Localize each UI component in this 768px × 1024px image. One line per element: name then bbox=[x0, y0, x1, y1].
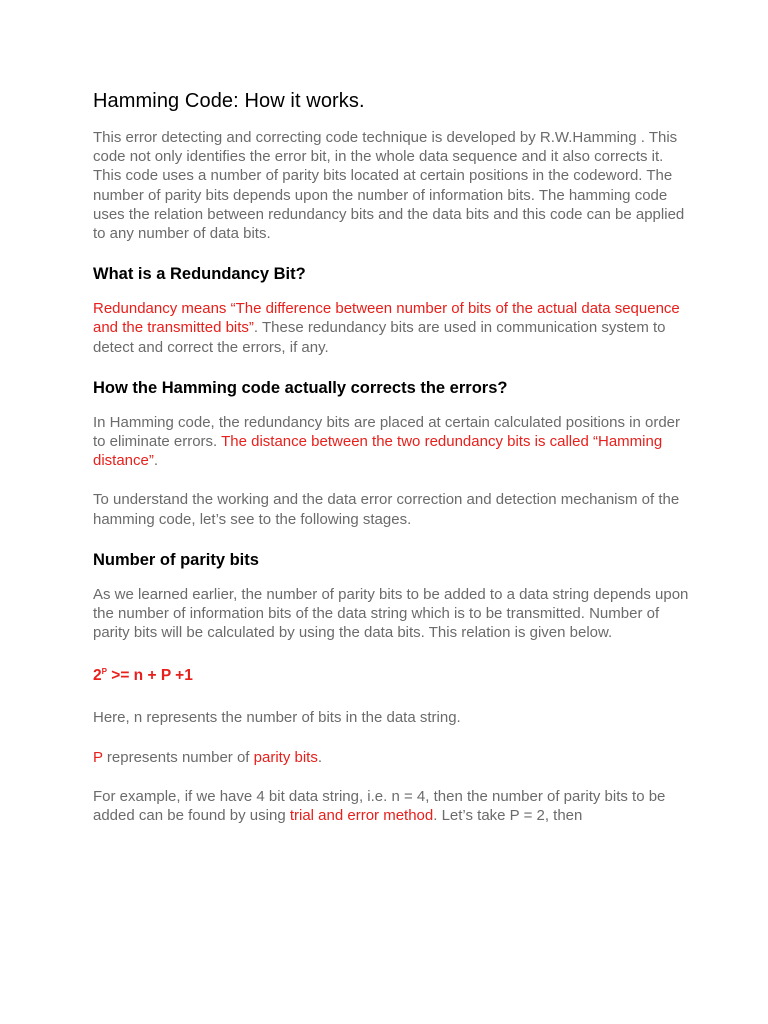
redundancy-definition: Redundancy means “The difference between number of bits of the actual data sequence and the transmitted bits” bbox=[93, 300, 680, 337]
hamming-distance-definition: The distance between the two redundancy bits is called “Hamming distance” bbox=[93, 433, 663, 470]
corrects-paragraph-1 bbox=[93, 413, 693, 471]
parity-heading: Number of parity bits bbox=[93, 550, 259, 569]
trial-error-term: trial and error method bbox=[289, 807, 434, 825]
parity-bits-term: parity bits bbox=[253, 748, 318, 766]
intro-paragraph: This error detecting and correcting code technique is developed by R.W.Hamming . This code not only identifies the error bit, in the whole data sequence and it also corrects it. This code uses a number of parity bits located at certain positions in the codeword. The number of parity bits depends upon the number of information bits. The hamming code uses the relation between redundancy bits and the data bits and this code can be applied to any number of data bits. bbox=[93, 129, 685, 243]
p-definition-paragraph bbox=[93, 748, 693, 767]
page-title: Hamming Code: How it works. bbox=[93, 90, 365, 112]
formula-base: 2 bbox=[93, 667, 102, 685]
corrects-text: In Hamming code, the redundancy bits are placed at certain calculated positions in order to eliminate errors. bbox=[93, 413, 680, 451]
p-mid-text: represents number of bbox=[102, 748, 254, 766]
example-text-end: . Let’s take P = 2, then bbox=[433, 807, 583, 825]
redundancy-paragraph bbox=[93, 299, 693, 357]
p-end-text: . bbox=[317, 748, 323, 766]
here-paragraph: Here, n represents the number of bits in the data string. bbox=[93, 709, 461, 727]
document-page bbox=[93, 88, 693, 845]
parity-formula bbox=[93, 662, 693, 686]
formula-exponent: P bbox=[101, 667, 107, 677]
corrects-paragraph-2: To understand the working and the data error correction and detection mechanism of the hamming code, let’s see to the following stages. bbox=[93, 491, 680, 528]
parity-paragraph: As we learned earlier, the number of parity bits to be added to a data string depends upon the number of information bits of the data string which is to be transmitted. Number of parity bits will be calculated by using the data bits. This relation is given below. bbox=[93, 585, 689, 642]
redundancy-heading: What is a Redundancy Bit? bbox=[93, 265, 306, 284]
corrects-heading: How the Hamming code actually corrects the errors? bbox=[93, 378, 508, 397]
example-text: For example, if we have 4 bit data string, i.e. n = 4, then the number of parity bits to be added can be found by using bbox=[93, 787, 666, 825]
formula-rest: >= n + P +1 bbox=[106, 667, 193, 685]
p-letter: P bbox=[93, 748, 103, 766]
example-paragraph bbox=[93, 787, 693, 825]
corrects-text-end: . bbox=[153, 452, 159, 470]
redundancy-rest: . These redundancy bits are used in communication system to detect and correct the errors, if any. bbox=[93, 319, 666, 356]
